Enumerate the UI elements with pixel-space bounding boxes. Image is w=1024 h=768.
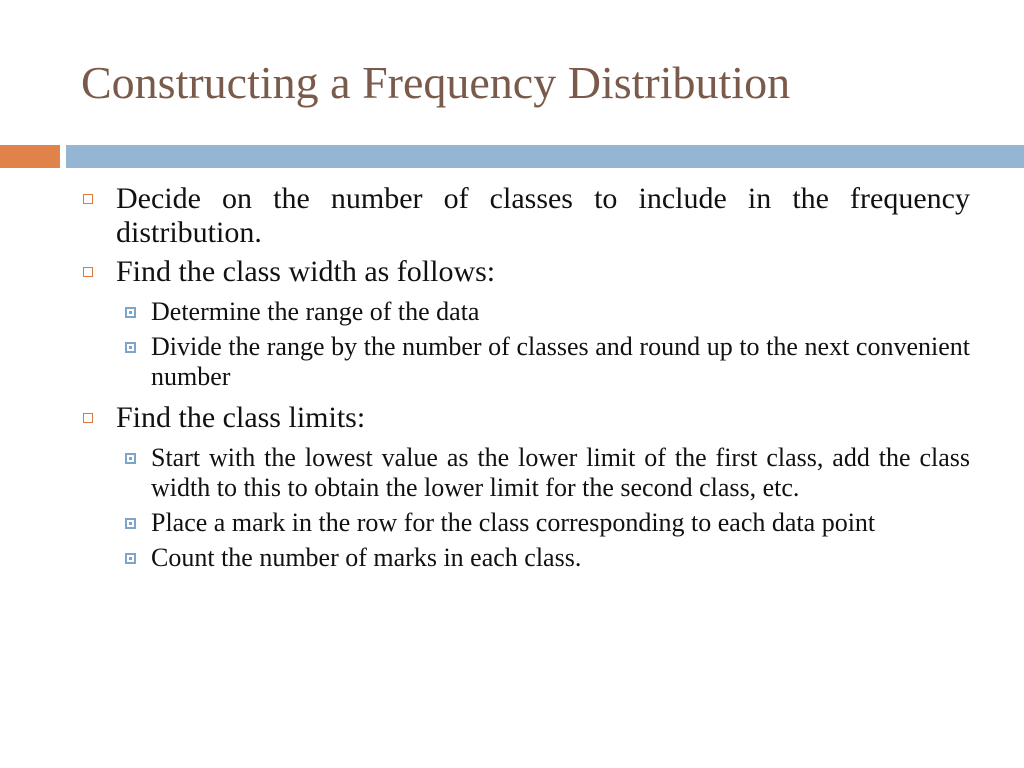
bullet-item (80, 255, 970, 289)
sub-bullet-item (116, 332, 970, 392)
sub-bullet-text: Count the number of marks in each class. (151, 543, 582, 572)
sub-bullet-item (116, 508, 970, 538)
title-divider-bar (66, 145, 1024, 168)
bullet-item (80, 401, 970, 435)
bullet-list (80, 182, 970, 573)
sub-bullet-text: Determine the range of the data (151, 297, 480, 326)
filled-square-bullet-icon (125, 518, 136, 529)
filled-square-bullet-icon (125, 342, 136, 353)
sub-bullet-text: Start with the lowest value as the lower limit of the first class, add the class width to this to obtain the lower limit for the second class, etc. (151, 443, 970, 502)
bullet-text: Find the class width as follows: (116, 255, 496, 288)
sub-bullet-text: Place a mark in the row for the class corresponding to each data point (151, 508, 876, 537)
sub-bullet-item (116, 543, 970, 573)
filled-square-bullet-icon (125, 453, 136, 464)
square-bullet-icon (83, 267, 93, 277)
slide-title: Constructing a Frequency Distribution (81, 57, 791, 108)
filled-square-bullet-icon (125, 553, 136, 564)
sub-bullet-item (116, 443, 970, 503)
sub-bullet-text: Divide the range by the number of classes and round up to the next convenient number (151, 332, 970, 391)
bullet-text: Find the class limits: (116, 401, 366, 434)
filled-square-bullet-icon (125, 307, 136, 318)
square-bullet-icon (83, 413, 93, 423)
bullet-item (80, 182, 970, 250)
square-bullet-icon (83, 194, 93, 204)
sub-bullet-item (116, 297, 970, 327)
accent-bar (0, 145, 60, 168)
bullet-text: Decide on the number of classes to include in the frequency distribution. (116, 182, 970, 249)
